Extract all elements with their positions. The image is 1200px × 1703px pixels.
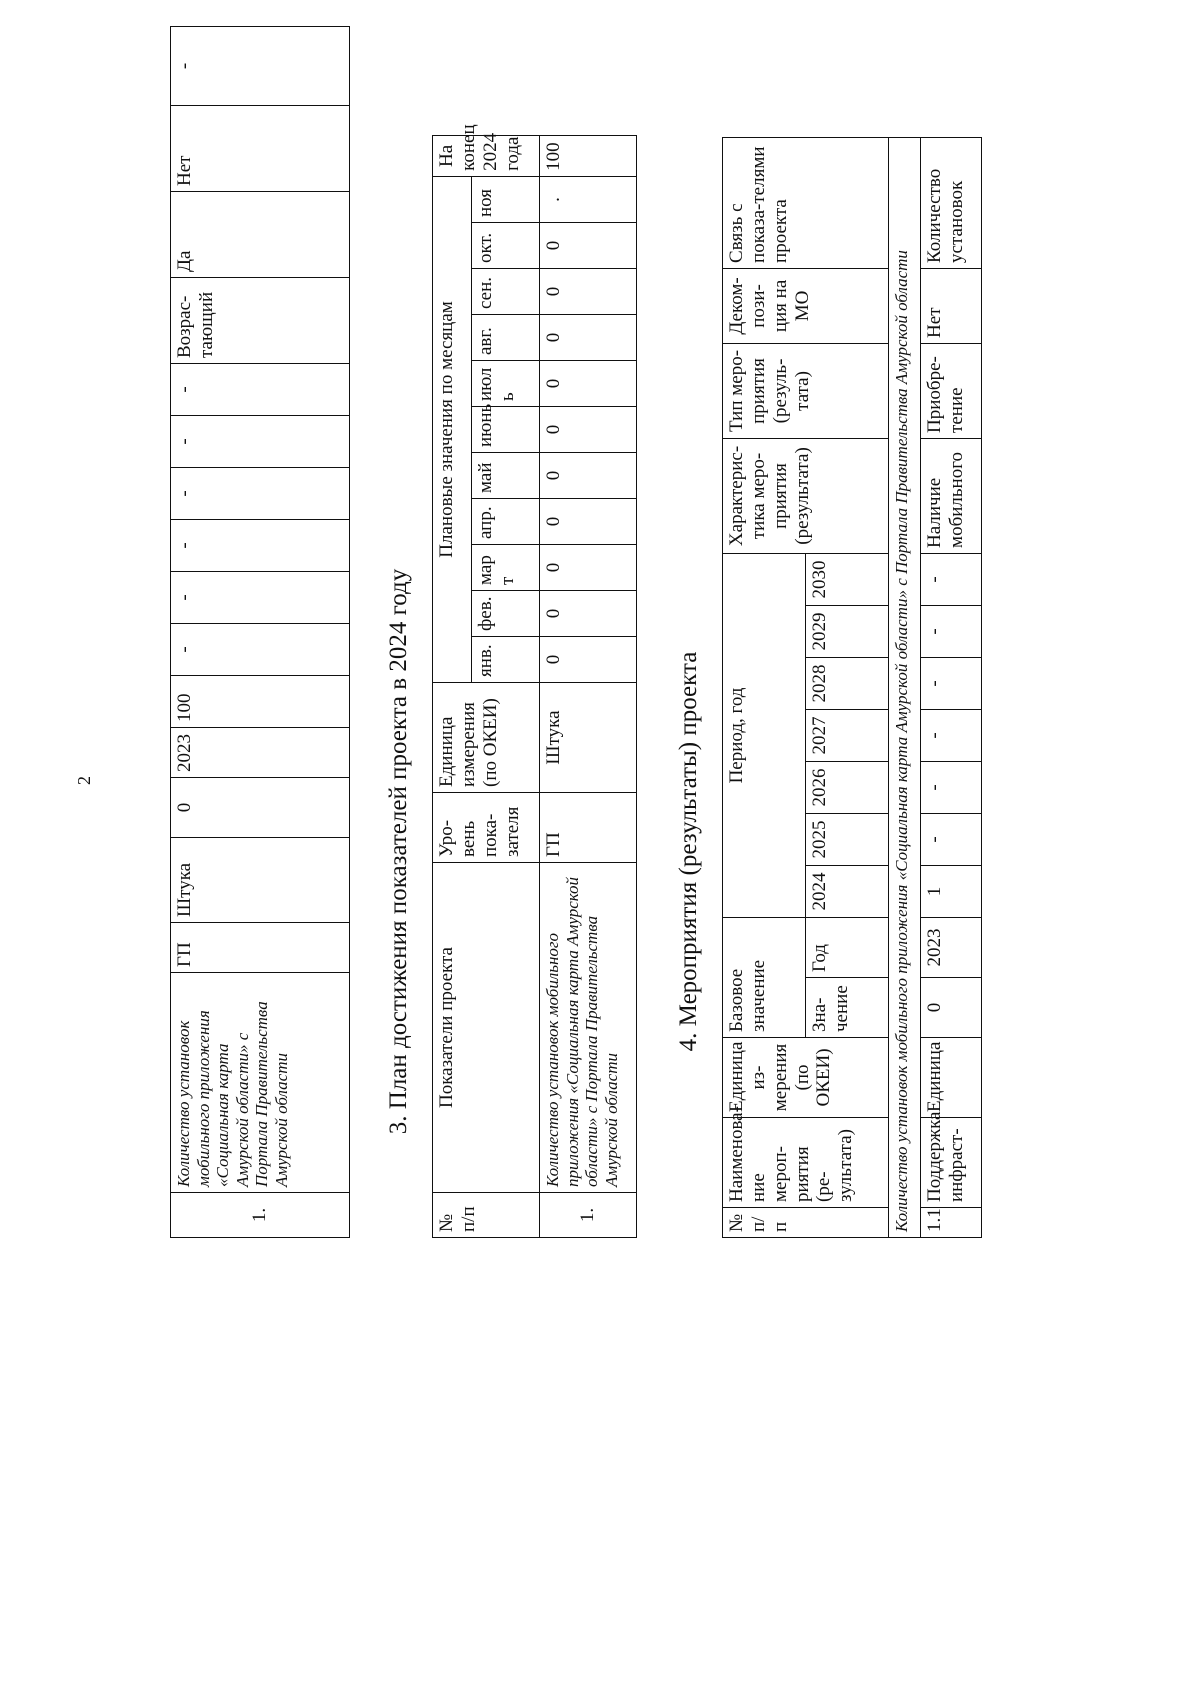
col-indicator-header: Показатели проекта <box>433 863 540 1193</box>
year-header: 2026 <box>806 761 889 813</box>
flag-yes: Да <box>171 192 350 278</box>
col-unit-header: Единица измерения (по ОКЕИ) <box>433 683 540 793</box>
indicator-name: Количество установок мобильного приложения «Социальная карта Амурской области» с Портала Правительства Амурской области <box>540 863 637 1193</box>
section-3-title: 3. План достижения показателей проекта в 2024 году <box>385 568 412 1135</box>
col-num-header: № п/п <box>433 1193 540 1238</box>
month-header: янв. <box>471 637 539 683</box>
year-value: - <box>171 468 350 520</box>
trend: Возрас-тающий <box>171 278 350 364</box>
characteristic: Наличие мобильного <box>920 438 981 553</box>
base-value: 0 <box>920 978 981 1038</box>
year-value: - <box>920 709 981 761</box>
month-header: апр. <box>471 499 539 545</box>
header-row <box>723 137 806 1237</box>
col-type-header: Тип меро-приятия (резуль-тата) <box>723 343 889 438</box>
year-value: - <box>920 657 981 709</box>
base-year-header: Год <box>806 917 889 977</box>
month-header: окт. <box>471 223 539 269</box>
indicator-name: Количество установок мобильного приложения «Социальная карта Амурской области» с Портала Правительства Амурской области <box>171 973 350 1193</box>
info-cell: - <box>171 27 350 106</box>
indicator-level: ГП <box>540 793 637 863</box>
month-value: 0 <box>540 223 637 269</box>
year-value: - <box>171 572 350 624</box>
col-link-header: Связь с показа-телями проекта <box>723 137 889 268</box>
month-value: 0 <box>540 499 637 545</box>
activity-unit: Единица <box>920 1038 981 1118</box>
end-value: 100 <box>540 135 637 176</box>
month-value: . <box>540 176 637 222</box>
month-value: 0 <box>540 453 637 499</box>
link-to-indicators: Количество установок <box>920 137 981 268</box>
table-row <box>171 27 350 1238</box>
indicator-unit: Штука <box>540 683 637 793</box>
col-end-header: На конец 2024 года <box>433 135 540 176</box>
month-header: авг. <box>471 315 539 361</box>
col-unit-header: Единица из-мерения (по ОКЕИ) <box>723 1038 889 1118</box>
col-decomposition-header: Деком-пози-ция на МО <box>723 268 889 343</box>
year-header: 2029 <box>806 605 889 657</box>
month-value: 0 <box>540 637 637 683</box>
activity-type: Приобре-тение <box>920 343 981 438</box>
month-value: 0 <box>540 407 637 453</box>
month-header: ноя <box>471 176 539 222</box>
value-2024: 100 <box>171 676 350 728</box>
base-value-header: Зна-чение <box>806 978 889 1038</box>
year-value: - <box>920 761 981 813</box>
year-value: 1 <box>920 865 981 917</box>
row-number: 1.1 <box>920 1208 981 1238</box>
month-value: 0 <box>540 315 637 361</box>
month-value: 0 <box>540 591 637 637</box>
group-row <box>889 137 921 1237</box>
month-header: июл ь <box>471 361 539 407</box>
section-4-title: 4. Мероприятия (результаты) проекта <box>675 651 702 1052</box>
indicators-table-continuation <box>170 26 350 1238</box>
activities-table <box>722 137 982 1238</box>
month-header: май <box>471 453 539 499</box>
month-value: 0 <box>540 269 637 315</box>
month-value: 0 <box>540 361 637 407</box>
monthly-header: Плановые значения по месяцам <box>433 176 472 682</box>
activity-name: Поддержка инфраст- <box>920 1118 981 1208</box>
base-year: 2023 <box>920 917 981 977</box>
table-row <box>920 137 981 1237</box>
month-value: 0 <box>540 545 637 591</box>
year-value: - <box>171 364 350 416</box>
base-value: 0 <box>171 778 350 838</box>
col-base-header: Базовое значение <box>723 917 806 1037</box>
year-value: - <box>920 605 981 657</box>
header-row <box>433 135 472 1237</box>
year-header: 2027 <box>806 709 889 761</box>
row-number: 1. <box>171 1193 350 1238</box>
col-num-header: № п/п <box>723 1208 889 1238</box>
year-header: 2030 <box>806 553 889 605</box>
indicator-level: ГП <box>171 923 350 973</box>
month-header: сен. <box>471 269 539 315</box>
row-number: 1. <box>540 1193 637 1238</box>
year-value: - <box>171 624 350 676</box>
indicator-unit: Штука <box>171 838 350 923</box>
col-name-header: Наименова-ние мероп-риятия (ре-зультата) <box>723 1118 889 1208</box>
month-header: фев. <box>471 591 539 637</box>
year-value: - <box>171 520 350 572</box>
col-period-header: Период, год <box>723 553 806 917</box>
month-header: июнь <box>471 407 539 453</box>
monthly-plan-table <box>432 124 637 1238</box>
page-number: 2 <box>74 776 94 785</box>
year-value: - <box>920 813 981 865</box>
year-header: 2024 <box>806 865 889 917</box>
year-value: - <box>920 553 981 605</box>
flag-no: Нет <box>171 106 350 192</box>
decomposition: Нет <box>920 268 981 343</box>
month-header: мар т <box>471 545 539 591</box>
base-year: 2023 <box>171 728 350 778</box>
year-header: 2025 <box>806 813 889 865</box>
table-row <box>540 135 637 1237</box>
year-value: - <box>171 416 350 468</box>
col-level-header: Уро-вень пока-зателя <box>433 793 540 863</box>
year-header: 2028 <box>806 657 889 709</box>
col-characteristic-header: Характерис-тика меро-приятия (результата) <box>723 438 889 553</box>
group-subheader: Количество установок мобильного приложения «Социальная карта Амурской области» с Портала Правительства Амурской области <box>889 137 921 1237</box>
